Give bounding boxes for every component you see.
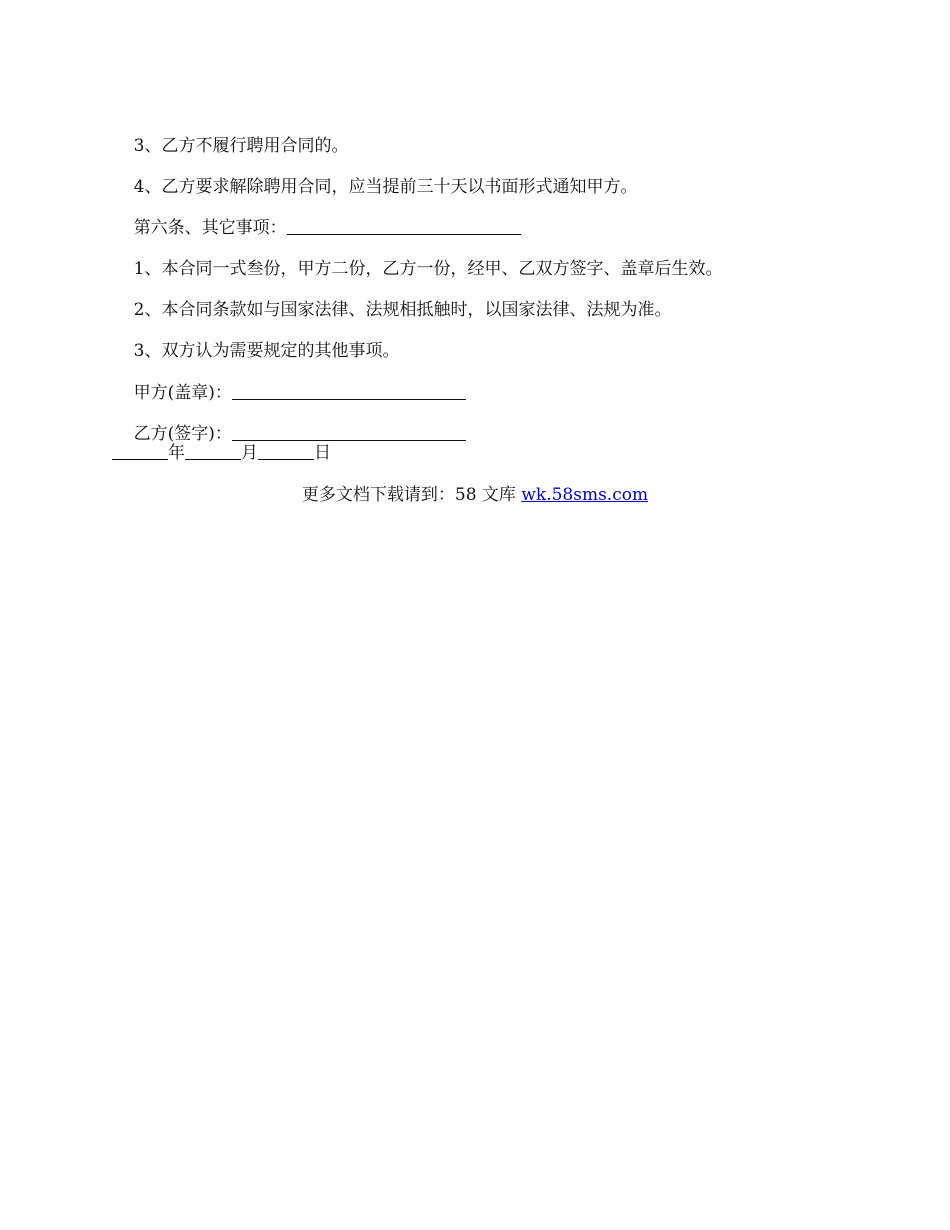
other-item-3-text: 3、双方认为需要规定的其他事项。 [133, 341, 400, 361]
footer-text: 更多文档下载请到：58 文库 [301, 485, 522, 505]
party-b-blank [232, 424, 466, 441]
other-item-2-text: 2、本合同条款如与国家法律、法规相抵触时，以国家法律、法规为准。 [133, 300, 672, 320]
day-label: 日 [314, 443, 331, 463]
clause-item-3-text: 3、乙方不履行聘用合同的。 [133, 136, 349, 156]
footer-link[interactable]: wk.58sms.com [521, 485, 649, 505]
article-6-heading-text: 第六条、其它事项： [133, 218, 287, 238]
download-footer [0, 484, 950, 506]
party-a-label: 甲方(盖章)： [133, 383, 232, 403]
other-item-1-text: 1、本合同一式叁份，甲方二份，乙方一份，经甲、乙双方签字、盖章后生效。 [133, 259, 723, 279]
month-blank [185, 443, 241, 460]
party-a-blank [232, 383, 466, 400]
year-label: 年 [168, 443, 185, 463]
day-blank [258, 443, 314, 460]
month-label: 月 [241, 443, 258, 463]
date-line [112, 442, 331, 464]
party-b-label: 乙方(签字)： [133, 424, 232, 444]
clause-item-4-text: 4、乙方要求解除聘用合同，应当提前三十天以书面形式通知甲方。 [133, 177, 638, 197]
year-blank [112, 443, 168, 460]
article-6-blank [287, 218, 521, 235]
